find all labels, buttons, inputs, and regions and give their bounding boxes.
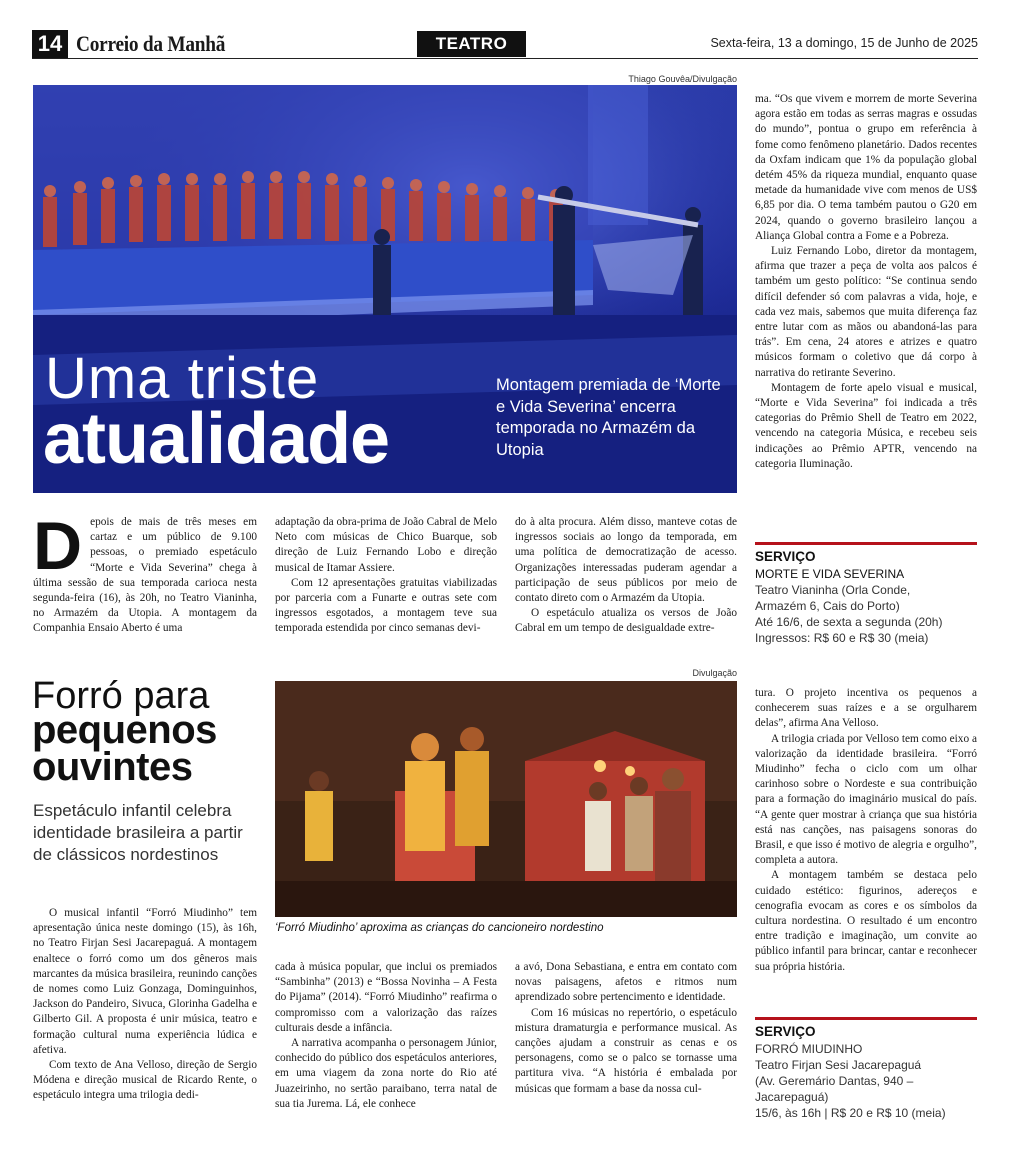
headline2-subtitle: Espetáculo infantil celebra identidade brasileira a partir de clássicos nordestinos <box>33 801 243 864</box>
paragraph: tura. O projeto incentiva os pequenos a conhecerem suas raízes e a se orgulharem delas”, afirma Ana Velloso. <box>755 687 977 730</box>
paragraph: A narrativa acompanha o personagem Júnior, conhecido do público dos espetáculos anteriores, em uma viagem da zona norte do Rio até Juazeirinho, no sertão paraibano, terra natal de sua tia Jurema. Lá, ele conhece <box>275 1037 497 1110</box>
article1-column-3 <box>515 515 737 637</box>
section-label: TEATRO <box>417 31 526 57</box>
servico-line: Jacarepaguá) <box>755 1090 829 1104</box>
paragraph: Com 16 músicas no repertório, o espetáculo mistura dramaturgia e performance musical. As canções ajudam a construir as cenas e os personagens, como se o palco se tornasse uma partitura viva. “A história é embalada por músicas que formam a base da nossa cul- <box>515 1006 737 1095</box>
paragraph: Montagem de forte apelo visual e musical, “Morte e Vida Severina” foi indicada a três categorias do Prêmio Shell de Teatro em 2022, vencendo na categoria Música, e recebeu seis indicações ao Prêmio APTR, vencendo na categoria Iluminação. <box>755 381 977 470</box>
servico-title: MORTE E VIDA SEVERINA <box>755 567 905 581</box>
stage-illustration <box>275 681 737 917</box>
servico-line: Ingressos: R$ 60 e R$ 30 (meia) <box>755 631 929 645</box>
paragraph: Com 12 apresentações gratuitas viabilizadas por parceria com a Funarte e outras sete com ingressos esgotados, a montagem teve sua temporada estendida por cinco semanas devi- <box>275 576 497 635</box>
paragraph: epois de mais de três meses em cartaz e um público de 9.100 pessoas, o premiado espetáculo “Morte e Vida Severina” chega à última sessão de sua temporada carioca nesta segunda-feira (16), às 20h, no Teatro Vianinha, no Armazém da Utopia. A montagem da Companhia Ensaio Aberto é uma <box>33 516 257 635</box>
dateline: Sexta-feira, 13 a domingo, 15 de Junho de 2025 <box>710 36 978 50</box>
paragraph: A montagem também se destaca pelo cuidado estético: figurinos, adereços e cenografia evocam as cores e os símbolos da cultura nordestina. O resultado é um encontro entre tradição e imaginação, um convite ao público infantil para brincar, cantar e reconhecer sua própria história. <box>755 869 977 973</box>
servico-line: 15/6, às 16h | R$ 20 e R$ 10 (meia) <box>755 1106 946 1120</box>
forro-photo <box>275 681 737 917</box>
headline2-line-3: ouvintes <box>32 745 193 789</box>
article1-column-1 <box>33 508 257 637</box>
headline2-line-1: Forró para <box>32 675 210 717</box>
servico-box-2 <box>755 1017 977 1121</box>
servico-line: Teatro Vianinha (Orla Conde, <box>755 583 911 597</box>
headline-subtitle: Montagem premiada de ‘Morte e Vida Severina’ encerra temporada no Armazém da Utopia <box>496 376 721 459</box>
servico-heading: SERVIÇO <box>755 549 816 564</box>
headline2-lines-2-3 <box>32 708 217 789</box>
servico-title: FORRÓ MIUDINHO <box>755 1042 863 1056</box>
servico-line: Até 16/6, de sexta a segunda (20h) <box>755 615 943 629</box>
servico-rule <box>755 542 977 545</box>
paragraph: O musical infantil “Forró Miudinho” tem apresentação única neste domingo (15), às 16h, no Teatro Firjan Sesi Jacarepaguá. A montagem enaltece o forró como um dos gêneros mais marcantes da música brasileira, reunindo canções de nomes como Luiz Gonzaga, Dominguinhos, Jackson do Pandeiro, Sivuca, Glorinha Gadelha e Gilberto Gil. A proposta é unir música, teatro e formação cultural numa experiência lúdica e afetiva. <box>33 907 257 1056</box>
paragraph: adaptação da obra-prima de João Cabral de Melo Neto com músicas de Chico Buarque, sob direção de Luiz Fernando Lobo e direção musical de Itamar Assiere. <box>275 516 497 574</box>
headline-line-1: Uma triste <box>45 346 320 411</box>
paragraph: ma. “Os que vivem e morrem de morte Severina agora estão em todas as serras magras e ossudas do mundo”, pontua o grupo em referência à fome como fenômeno planetário. Dados recentes da Oxfam indicam que 1% da população global detém 45% da riqueza mundial, enquanto quase metade da humanidade vive com menos de US$ 6,85 por dia. O tema também pautou o G20 em 2024, quando o governo brasileiro lançou a Aliança Global contra a Fome e a Pobreza. <box>755 93 977 242</box>
photo-credit: Thiago Gouvêa/Divulgação <box>628 74 737 84</box>
servico-line: Armazém 6, Cais do Porto) <box>755 599 900 613</box>
paragraph: A trilogia criada por Velloso tem como eixo a valorização da identidade brasileira. “Forró Miudinho” fecha o ciclo com um olhar carinhoso sobre o Nordeste e sua contribuição para a formação do imaginário musical do país. “A gente quer mostrar à criança que sua história está nas canções, nas paisagens sonoras do Brasil, e que isso é motivo de alegria e orgulho”, completa a autora. <box>755 732 977 867</box>
paragraph: cada à música popular, que inclui os premiados “Sambinha” (2013) e “Bossa Novinha – A Festa do Pijama” (2014). “Forró Miudinho” reafirma o compromisso com a valorização das raízes culturais desde a infância. <box>275 961 497 1034</box>
servico-box-1 <box>755 542 977 646</box>
masthead: Correio da Manhã <box>76 31 226 56</box>
paragraph: O espetáculo atualiza os versos de João Cabral em um tempo de desigualdade extre- <box>515 607 737 635</box>
paragraph: Com texto de Ana Velloso, direção de Sergio Módena e direção musical de Ricardo Rente, o espetáculo integra uma trilogia dedi- <box>33 1059 257 1102</box>
hero-photo <box>33 85 737 493</box>
servico-heading: SERVIÇO <box>755 1024 816 1039</box>
headline2-line-2: pequenos <box>32 708 217 752</box>
article1-column-2 <box>275 515 497 637</box>
paragraph: Luiz Fernando Lobo, diretor da montagem, afirma que trazer a peça de volta aos palcos é também um gesto político: “Se continua sendo difícil defender só com palavras a vida, hoje, e cada vez mais, sabemos que muita diferença faz entre lutar com as mãos ou abandoná-las para trás”. Em cena, 24 atores e atrizes e quatro músicos formam o coletivo que dá corpo à narrativa do retirante Severino. <box>755 245 977 379</box>
page-number: 14 <box>32 30 68 58</box>
servico-line: (Av. Geremário Dantas, 940 – <box>755 1074 914 1088</box>
article2-column-4 <box>755 686 977 975</box>
article1-column-4 <box>755 92 977 472</box>
article2-column-3 <box>515 960 737 1097</box>
paragraph: do à alta procura. Além disso, manteve cotas de ingressos sociais ao longo da temporada, em uma política de democratização de acesso. Organizações interessadas puderam agendar a participação de seus públicos por meio de contato direto com o Armazém da Utopia. <box>515 516 737 605</box>
servico-rule <box>755 1017 977 1020</box>
drop-cap: D <box>33 508 83 584</box>
article2-column-1 <box>33 906 257 1104</box>
article2-column-2 <box>275 960 497 1112</box>
photo-caption: ‘Forró Miudinho’ aproxima as crianças do cancioneiro nordestino <box>275 922 604 934</box>
headline-line-2: atualidade <box>43 399 390 479</box>
header-rule <box>32 58 978 59</box>
paragraph: a avó, Dona Sebastiana, e entra em contato com novas paisagens, afetos e ritmos num aprendizado sobre pertencimento e identidade. <box>515 961 737 1004</box>
servico-line: Teatro Firjan Sesi Jacarepaguá <box>755 1058 922 1072</box>
photo-credit: Divulgação <box>692 668 737 678</box>
